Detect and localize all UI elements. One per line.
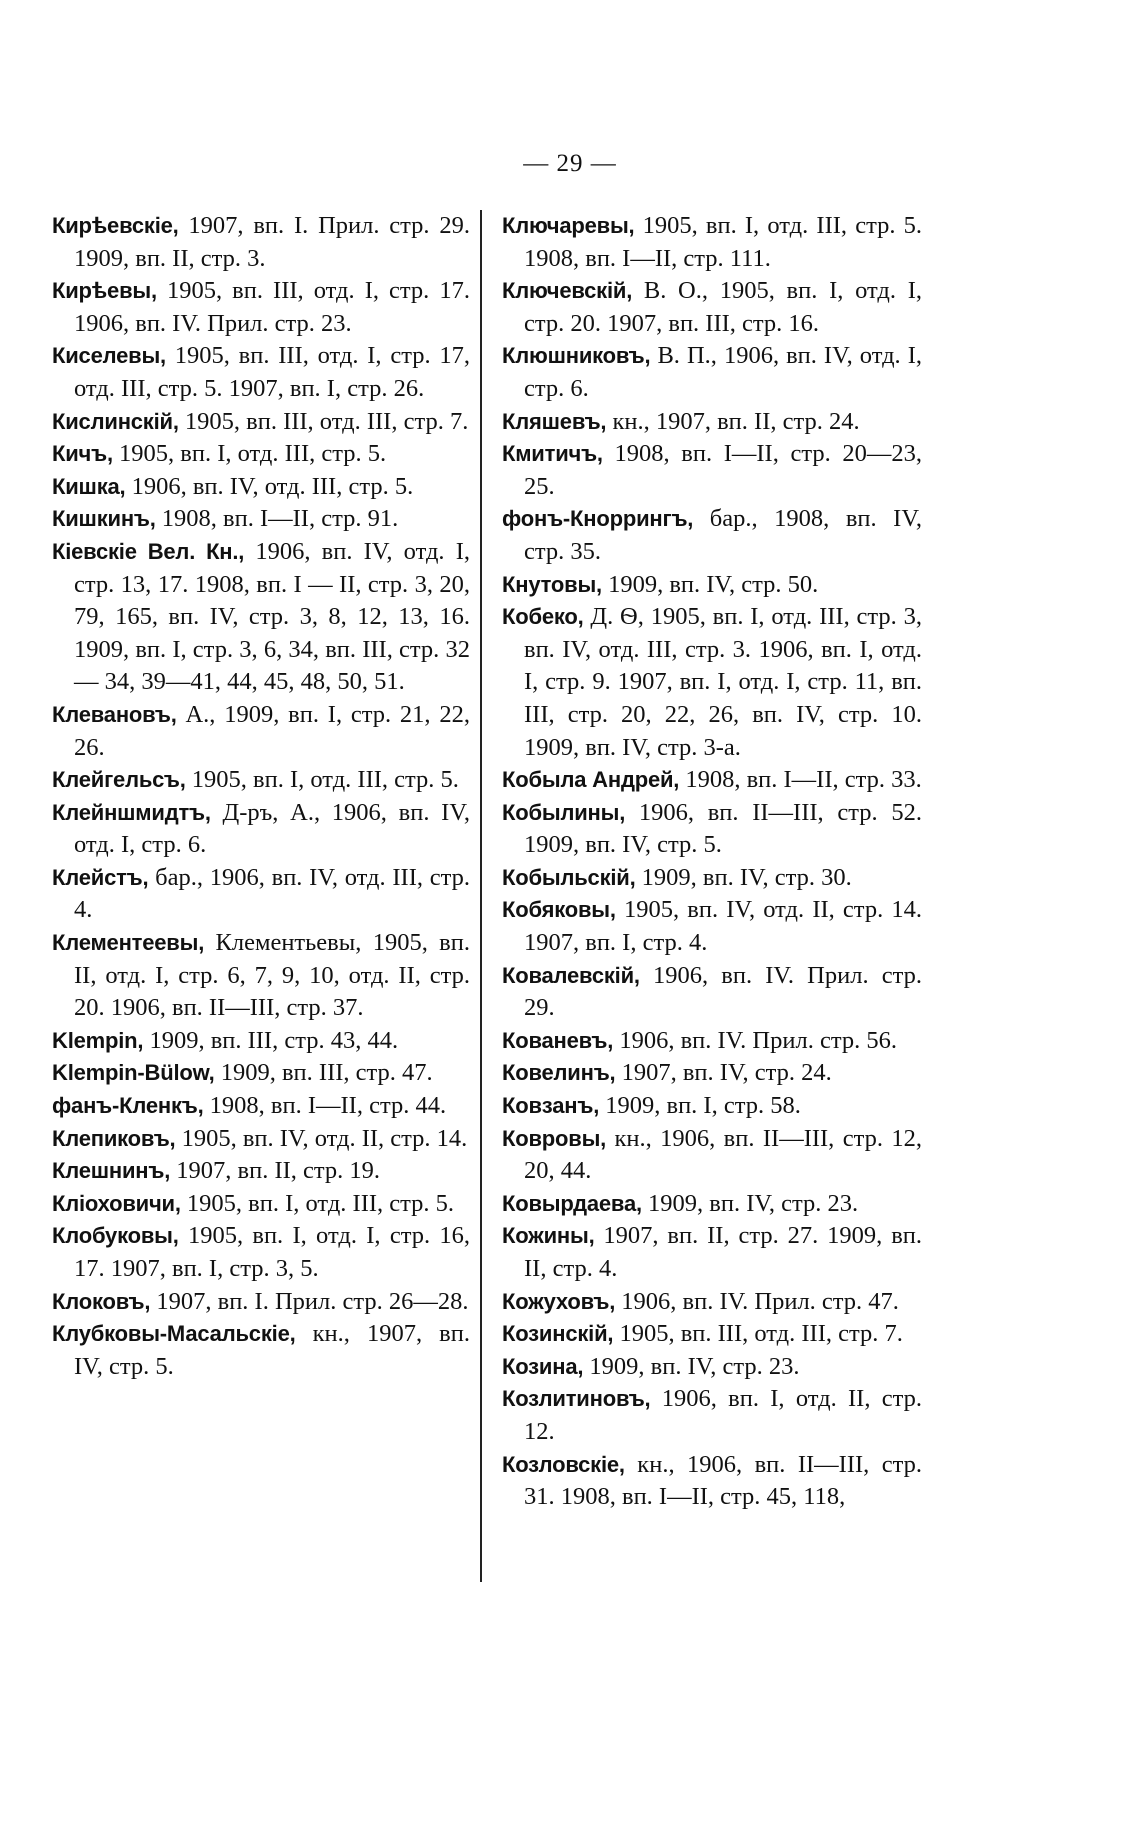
entry-references: 1907, вп. I. Прил. стр. 29. 1909, вп. II, стр. 3. xyxy=(74,212,470,272)
column-divider xyxy=(480,210,482,1582)
entry-references: 1908, вп. I—II, стр. 20—23, 25. xyxy=(524,440,922,500)
entry-name: Кожины, xyxy=(502,1223,595,1249)
entry-name: Кобяковы, xyxy=(502,897,616,923)
entry-references: 1907, вп. II, стр. 19. xyxy=(170,1157,381,1185)
index-entry xyxy=(52,340,470,405)
entry-references: 1906, вп. IV. Прил. стр. 29. xyxy=(524,961,922,1022)
entry-references: А., 1909, вп. I, стр. 21, 22, 26. xyxy=(74,700,470,761)
index-entry xyxy=(502,1220,922,1285)
index-entry xyxy=(502,1090,922,1123)
entry-name: Киселевы, xyxy=(52,343,166,369)
index-entry xyxy=(52,406,470,439)
entry-name: Кишка, xyxy=(52,473,126,499)
entry-references: 1909, вп. IV, стр. 23. xyxy=(641,1189,859,1217)
index-entry xyxy=(52,275,470,340)
entry-name: Ключаревы, xyxy=(502,213,635,238)
entry-references: 1907, вп. I. Прил. стр. 26—28. xyxy=(150,1287,469,1315)
entry-name: Кліоховичи, xyxy=(52,1190,181,1216)
entry-references: В. П., 1906, вп. IV, отд. I, стр. 6. xyxy=(524,342,922,402)
entry-name: Кобеко, xyxy=(502,604,584,630)
index-entry xyxy=(502,1188,922,1221)
entry-name: Кобылины, xyxy=(502,799,626,825)
index-entry xyxy=(52,1220,470,1285)
index-entry xyxy=(52,1025,470,1058)
entry-name: Козлитиновъ, xyxy=(502,1386,651,1412)
index-entry xyxy=(52,1155,470,1188)
index-entry xyxy=(502,1449,922,1514)
entry-name: Ключевскій, xyxy=(502,278,633,304)
entry-name: Клейгельсъ, xyxy=(52,767,186,793)
entry-references: В. О., 1905, вп. I, отд. I, стр. 20. 1907, вп. III, стр. 16. xyxy=(524,277,922,337)
entry-references: 1905, вп. III, отд. III, стр. 7. xyxy=(613,1320,903,1348)
entry-references: кн., 1906, вп. II—III, стр. 12, 20, 44. xyxy=(524,1124,922,1185)
index-entry xyxy=(502,1286,922,1319)
entry-name: Кляшевъ, xyxy=(502,408,607,434)
entry-name: фанъ-Кленкъ, xyxy=(52,1093,204,1119)
index-entry xyxy=(502,764,922,797)
entry-references: 1908, вп. I—II, стр. 91. xyxy=(155,505,399,533)
entry-references: 1909, вп. I, стр. 58. xyxy=(599,1092,801,1120)
index-entry xyxy=(52,1188,470,1221)
entry-name: Клоковъ, xyxy=(52,1288,151,1314)
index-entry xyxy=(502,1057,922,1090)
entry-references: 1906, вп. IV, отд. I, стр. 13, 17. 1908, вп. I — II, стр. 3, 20, 79, 165, вп. IV, стр. 3, 8, 12, 13, 16. 1909, вп. I, стр. 3, 6, 34, вп. III, стр. 32 — 34, 39—41, 44, 45, 48, 50, 51. xyxy=(74,537,470,696)
index-entry xyxy=(502,503,922,568)
entry-references: 1909, вп. IV, стр. 23. xyxy=(583,1352,800,1380)
index-entry xyxy=(52,536,470,699)
index-entry xyxy=(52,1286,470,1319)
index-entry xyxy=(502,894,922,959)
entry-references: бар., 1908, вп. IV, стр. 35. xyxy=(524,505,922,565)
entry-name: Кирѣевы, xyxy=(52,278,157,304)
entry-references: 1905, вп. III, отд. I, стр. 17. 1906, вп. IV. Прил. стр. 23. xyxy=(74,277,470,337)
entry-references: 1906, вп. II—III, стр. 52. 1909, вп. IV, стр. 5. xyxy=(524,798,922,859)
entry-references: 1905, вп. I, отд. I, стр. 16, 17. 1907, вп. I, стр. 3, 5. xyxy=(74,1222,470,1282)
entry-name: Ковзанъ, xyxy=(502,1093,600,1119)
entry-references: 1909, вп. III, стр. 43, 44. xyxy=(143,1026,399,1054)
entry-references: кн., 1907, вп. IV, стр. 5. xyxy=(74,1320,470,1380)
index-entry xyxy=(502,1123,922,1188)
index-entry xyxy=(52,1057,470,1090)
index-entry xyxy=(52,503,470,536)
index-entry xyxy=(52,1090,470,1123)
entry-references: 1905, вп. III, отд. I, стр. 17, отд. III, стр. 5. 1907, вп. I, стр. 26. xyxy=(74,342,470,402)
entry-name: Кишкинъ, xyxy=(52,506,156,532)
entry-name: Klempin-Bülow, xyxy=(52,1060,215,1086)
entry-name: Ковелинъ, xyxy=(502,1060,616,1086)
entry-references: кн., 1907, вп. II, стр. 24. xyxy=(606,407,860,435)
entry-references: Д-ръ, А., 1906, вп. IV, отд. I, стр. 6. xyxy=(74,798,470,859)
page-number: — 29 — xyxy=(523,150,617,177)
entry-references: кн., 1906, вп. II—III, стр. 31. 1908, вп. I—II, стр. 45, 118, xyxy=(524,1450,922,1511)
entry-references: 1906, вп. I, отд. II, стр. 12. xyxy=(524,1385,922,1445)
entry-name: Кованевъ, xyxy=(502,1027,614,1053)
index-entry xyxy=(502,210,922,275)
entry-references: 1905, вп. III, отд. III, стр. 7. xyxy=(178,407,469,435)
index-entry xyxy=(52,1318,470,1383)
entry-references: Клементьевы, 1905, вп. II, отд. I, стр. 6, 7, 9, 10, отд. II, стр. 20. 1906, вп. II—III, стр. 37. xyxy=(74,929,470,1022)
index-entry xyxy=(52,927,470,1025)
index-entry xyxy=(502,862,922,895)
index-entry xyxy=(502,1318,922,1351)
index-entry xyxy=(502,438,922,503)
entry-name: Козловскіе, xyxy=(502,1451,625,1477)
index-entry xyxy=(52,471,470,504)
entry-references: 1909, вп. IV, стр. 50. xyxy=(601,570,819,598)
index-entry xyxy=(502,797,922,862)
index-column-left xyxy=(52,210,470,1383)
entry-name: Кожуховъ, xyxy=(502,1288,616,1314)
index-entry xyxy=(502,406,922,439)
entry-name: Klempin, xyxy=(52,1027,144,1053)
entry-name: Козинскій, xyxy=(502,1321,614,1347)
index-entry xyxy=(52,699,470,764)
entry-name: Кобыльскій, xyxy=(502,864,636,890)
entry-name: Клешнинъ, xyxy=(52,1158,171,1184)
index-entry xyxy=(502,569,922,602)
entry-references: бар., 1906, вп. IV, отд. III, стр. 4. xyxy=(74,863,470,924)
entry-name: Кислинскій, xyxy=(52,408,179,434)
entry-name: Кнутовы, xyxy=(502,571,602,597)
index-entry xyxy=(502,275,922,340)
index-entry xyxy=(502,1351,922,1384)
entry-name: Кирѣевскіе, xyxy=(52,213,179,238)
entry-references: 1905, вп. I, отд. III, стр. 5. xyxy=(185,766,459,794)
entry-name: фонъ-Кноррингъ, xyxy=(502,506,694,532)
entry-name: Кобыла Андрей, xyxy=(502,767,680,793)
entry-references: 1909, вп. IV, стр. 30. xyxy=(635,863,852,891)
index-entry xyxy=(502,601,922,764)
entry-references: 1905, вп. IV, отд. II, стр. 14. 1907, вп. I, стр. 4. xyxy=(524,896,922,957)
entry-references: 1906, вп. IV. Прил. стр. 47. xyxy=(615,1287,899,1315)
index-entry xyxy=(502,960,922,1025)
entry-name: Ковровы, xyxy=(502,1125,607,1151)
entry-name: Кіевскіе Вел. Кн., xyxy=(52,538,245,564)
entry-references: 1906, вп. IV, отд. III, стр. 5. xyxy=(125,472,414,500)
entry-references: 1908, вп. I—II, стр. 44. xyxy=(203,1092,447,1120)
entry-name: Кичъ, xyxy=(52,441,113,467)
entry-references: 1907, вп. II, стр. 27. 1909, вп. II, стр. 4. xyxy=(524,1222,922,1282)
entry-references: 1905, вп. I, отд. III, стр. 5. 1908, вп. I—II, стр. 111. xyxy=(524,212,922,272)
entry-name: Кмитичъ, xyxy=(502,441,603,467)
entry-references: 1905, вп. I, отд. III, стр. 5. xyxy=(180,1189,455,1217)
entry-references: Д. Ѳ, 1905, вп. I, отд. III, стр. 3, вп. IV, отд. III, стр. 3. 1906, вп. I, отд. I, стр. 9. 1907, вп. I, отд. I, стр. 11, вп. III, стр. 20, 22, 26, вп. IV, стр. 10. 1909, вп. IV, стр. 3-а. xyxy=(524,603,922,761)
index-entry xyxy=(52,862,470,927)
entry-name: Клубковы-Масальскіе, xyxy=(52,1321,296,1347)
entry-name: Клейстъ, xyxy=(52,864,149,890)
entry-name: Клевановъ, xyxy=(52,701,177,727)
entry-name: Клобуковы, xyxy=(52,1223,179,1249)
entry-references: 1907, вп. IV, стр. 24. xyxy=(615,1059,832,1087)
entry-references: 1906, вп. IV. Прил. стр. 56. xyxy=(613,1026,897,1054)
entry-name: Клементеевы, xyxy=(52,930,205,956)
entry-references: 1905, вп. I, отд. III, стр. 5. xyxy=(112,440,387,468)
entry-name: Клепиковъ, xyxy=(52,1125,176,1151)
entry-name: Клюшниковъ, xyxy=(502,343,651,369)
index-entry xyxy=(52,764,470,797)
index-entry xyxy=(502,1383,922,1448)
entry-references: 1905, вп. IV, отд. II, стр. 14. xyxy=(175,1124,468,1152)
entry-name: Ковалевскій, xyxy=(502,962,640,988)
index-entry xyxy=(502,340,922,405)
entry-name: Клейншмидтъ, xyxy=(52,799,211,825)
index-entry xyxy=(52,1123,470,1156)
index-column-right xyxy=(502,210,922,1514)
entry-name: Козина, xyxy=(502,1353,584,1379)
entry-references: 1908, вп. I—II, стр. 33. xyxy=(679,766,922,794)
index-entry xyxy=(52,438,470,471)
index-entry xyxy=(52,797,470,862)
index-entry xyxy=(502,1025,922,1058)
entry-references: 1909, вп. III, стр. 47. xyxy=(214,1059,433,1087)
entry-name: Ковырдаева, xyxy=(502,1190,642,1216)
index-entry xyxy=(52,210,470,275)
